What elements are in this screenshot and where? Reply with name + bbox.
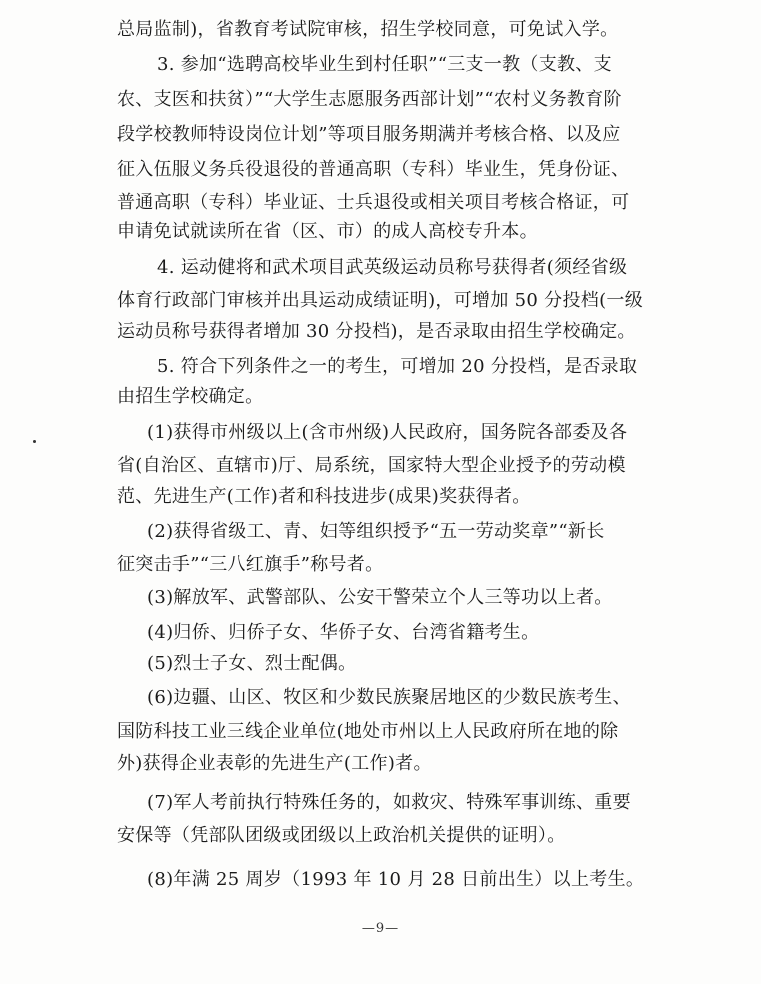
text-line: 体育行政部门审核并出具运动成绩证明)，可增加 50 分投档(一级 (117, 290, 643, 311)
text-line: 由招生学校确定。 (117, 386, 264, 407)
text-line: (8)年满 25 周岁（1993 年 10 月 28 日前出生）以上考生。 (147, 869, 645, 890)
page-number: —9— (361, 921, 400, 936)
text-line: 国防科技工业三线企业单位(地处市州以上人民政府所在地的除 (117, 721, 619, 742)
stray-dot (33, 440, 36, 443)
text-line: (5)烈士子女、烈士配偶。 (147, 653, 357, 674)
text-line: (7)军人考前执行特殊任务的，如救灾、特殊军事训练、重要 (147, 792, 631, 813)
text-line: 外)获得企业表彰的先进生产(工作)者。 (117, 753, 432, 774)
text-line: 申请免试就读所在省（区、市）的成人高校专升本。 (117, 221, 538, 242)
text-line: 总局监制)，省教育考试院审核，招生学校同意，可免试入学。 (117, 19, 619, 40)
text-line: (3)解放军、武警部队、公安干警荣立个人三等功以上者。 (147, 587, 613, 608)
text-line: (6)边疆、山区、牧区和少数民族聚居地区的少数民族考生、 (147, 687, 631, 708)
text-line: 省(自治区、直辖市)厅、局系统，国家特大型企业授予的劳动模 (117, 455, 626, 476)
text-line: (4)归侨、归侨子女、华侨子女、台湾省籍考生。 (147, 622, 540, 643)
text-line: 农、支医和扶贫）”“大学生志愿服务西部计划”“农村义务教育阶 (117, 89, 622, 110)
text-line: 征入伍服义务兵役退役的普通高职（专科）毕业生，凭身份证、 (117, 159, 630, 180)
text-line: 安保等（凭部队团级或团级以上政治机关提供的证明）。 (117, 825, 566, 846)
text-line: 4. 运动健将和武术项目武英级运动员称号获得者(须经省级 (157, 257, 628, 278)
text-line: 运动员称号获得者增加 30 分投档)，是否录取由招生学校确定。 (117, 321, 636, 342)
text-line: 普通高职（专科）毕业证、士兵退役或相关项目考核合格证，可 (117, 192, 630, 213)
text-line: 5. 符合下列条件之一的考生，可增加 20 分投档，是否录取 (157, 356, 638, 377)
text-line: 3. 参加“选聘高校毕业生到村任职”“三支一教（支教、支 (157, 54, 612, 75)
text-line: (1)获得市州级以上(含市州级)人民政府，国务院各部委及各 (147, 422, 628, 443)
text-line: (2)获得省级工、青、妇等组织授予“五一劳动奖章”“新长 (147, 521, 605, 542)
text-line: 范、先进生产(工作)者和科技进步(成果)奖获得者。 (117, 486, 531, 507)
text-line: 段学校教师特设岗位计划”等项目服务期满并考核合格、以及应 (117, 124, 621, 145)
text-line: 征突击手”“三八红旗手”称号者。 (117, 554, 384, 575)
